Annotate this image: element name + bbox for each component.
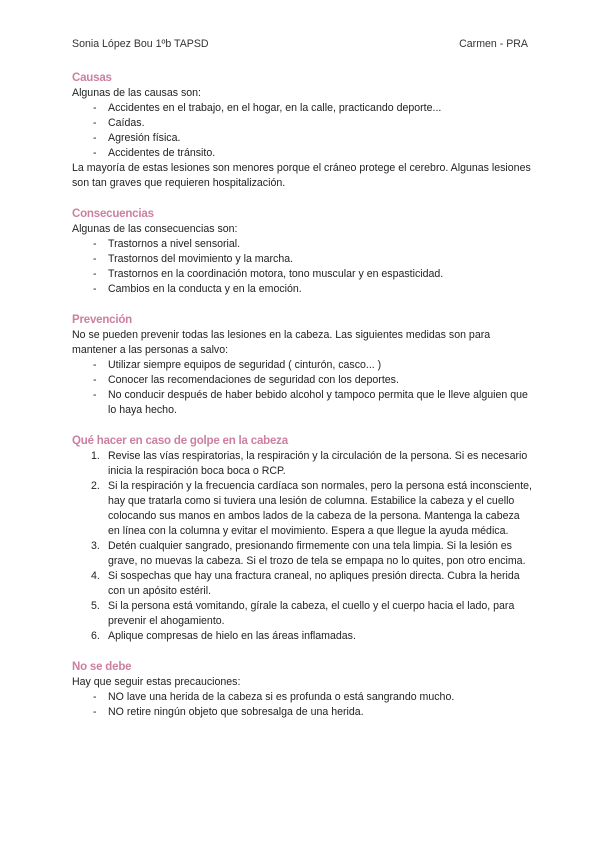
list-item (93, 146, 532, 161)
list-item-text: Si la respiración y la frecuencia cardíaca son normales, pero la persona está inconsciente, hay que tratarla como si tuviera una lesión de columna. Estabilice la cabeza y el cuello colocando sus manos en ambos lados de la cabeza de la persona. Mantenga la cabeza en línea con la columna y evitar el movimiento. Espera a que llegue la ayuda médica. (108, 480, 532, 537)
dash-bullet: - (93, 268, 97, 280)
section-consecuencias (72, 206, 532, 297)
header-author: Sonia López Bou 1ºb TAPSD (72, 38, 209, 50)
list-item (91, 449, 532, 479)
list-item-text: Trastornos a nivel sensorial. (108, 238, 241, 250)
section-que-hacer (72, 433, 532, 644)
section-intro: No se pueden prevenir todas las lesiones en la cabeza. Las siguientes medidas son para mantener a las personas a salvo: (72, 329, 491, 356)
list-item (93, 101, 532, 116)
list-number: 6. (91, 630, 100, 642)
dash-bullet: - (93, 283, 97, 295)
dash-bullet: - (93, 117, 97, 129)
list-item-text: Agresión física. (108, 132, 181, 144)
section-causas (72, 70, 532, 191)
dash-bullet: - (93, 706, 97, 718)
list-item-text: NO retire ningún objeto que sobresalga de una herida. (108, 706, 364, 718)
dash-bullet: - (93, 102, 97, 114)
bullet-list (72, 101, 532, 161)
section-intro: Algunas de las consecuencias son: (72, 223, 238, 235)
list-item-text: Conocer las recomendaciones de seguridad con los deportes. (108, 374, 399, 386)
list-item-text: Si sospechas que hay una fractura craneal, no apliques presión directa. Cubra la herida con un apósito estéril. (108, 570, 520, 597)
list-number: 3. (91, 540, 100, 552)
list-item (93, 373, 532, 388)
dash-bullet: - (93, 359, 97, 371)
dash-bullet: - (93, 691, 97, 703)
list-item-text: Aplique compresas de hielo en las áreas inflamadas. (108, 630, 356, 642)
list-item (91, 479, 532, 539)
dash-bullet: - (93, 132, 97, 144)
list-item-text: Accidentes en el trabajo, en el hogar, en la calle, practicando deporte... (108, 102, 442, 114)
section-intro: Hay que seguir estas precauciones: (72, 676, 241, 688)
list-number: 5. (91, 600, 100, 612)
section-no-se-debe (72, 659, 532, 720)
header-teacher: Carmen - PRA (459, 38, 528, 50)
dash-bullet: - (93, 389, 97, 401)
document-body (72, 70, 532, 735)
list-item-text: No conducir después de haber bebido alcohol y tampoco permita que le lleve alguien que lo haya hecho. (108, 389, 528, 416)
list-item (93, 237, 532, 252)
list-item (93, 705, 532, 720)
list-item (93, 131, 532, 146)
numbered-list (72, 449, 532, 644)
list-item-text: Trastornos del movimiento y la marcha. (108, 253, 294, 265)
list-item (91, 629, 532, 644)
list-item (93, 116, 532, 131)
dash-bullet: - (93, 238, 97, 250)
list-item (93, 358, 532, 373)
list-item-text: Detén cualquier sangrado, presionando firmemente con una tela limpia. Si la lesión es grave, no muevas la cabeza. Si el trozo de tela se empapa no lo quites, pon otro encima. (108, 540, 526, 567)
section-title: Consecuencias (72, 208, 154, 220)
list-number: 2. (91, 480, 100, 492)
list-item (91, 539, 532, 569)
bullet-list (72, 358, 532, 418)
list-item-text: Utilizar siempre equipos de seguridad ( cinturón, casco... ) (108, 359, 382, 371)
list-item (93, 690, 532, 705)
list-item-text: Revise las vías respiratorias, la respiración y la circulación de la persona. Si es necesario inicia la respiración boca boca o RCP. (108, 450, 528, 477)
dash-bullet: - (93, 253, 97, 265)
bullet-list (72, 690, 532, 720)
dash-bullet: - (93, 374, 97, 386)
section-title: No se debe (72, 661, 132, 673)
section-title: Qué hacer en caso de golpe en la cabeza (72, 435, 288, 447)
list-item-text: Accidentes de tránsito. (108, 147, 216, 159)
section-title: Prevención (72, 314, 132, 326)
list-item (93, 267, 532, 282)
section-intro: Algunas de las causas son: (72, 87, 201, 99)
list-item (91, 599, 532, 629)
section-prevencion (72, 312, 532, 418)
list-number: 4. (91, 570, 100, 582)
list-item-text: Si la persona está vomitando, gírale la cabeza, el cuello y el cuerpo hacia el lado, para prevenir el ahogamiento. (108, 600, 515, 627)
dash-bullet: - (93, 147, 97, 159)
list-item (93, 388, 532, 418)
list-item (93, 282, 532, 297)
section-title: Causas (72, 72, 112, 84)
list-item-text: Trastornos en la coordinación motora, tono muscular y en espasticidad. (108, 268, 444, 280)
list-item (91, 569, 532, 599)
section-outro: La mayoría de estas lesiones son menores porque el cráneo protege el cerebro. Algunas lesiones son tan graves que requieren hospitalización. (72, 162, 531, 189)
list-number: 1. (91, 450, 100, 462)
list-item-text: Caídas. (108, 117, 145, 129)
list-item-text: NO lave una herida de la cabeza si es profunda o está sangrando mucho. (108, 691, 455, 703)
bullet-list (72, 237, 532, 297)
list-item-text: Cambios en la conducta y en la emoción. (108, 283, 302, 295)
list-item (93, 252, 532, 267)
